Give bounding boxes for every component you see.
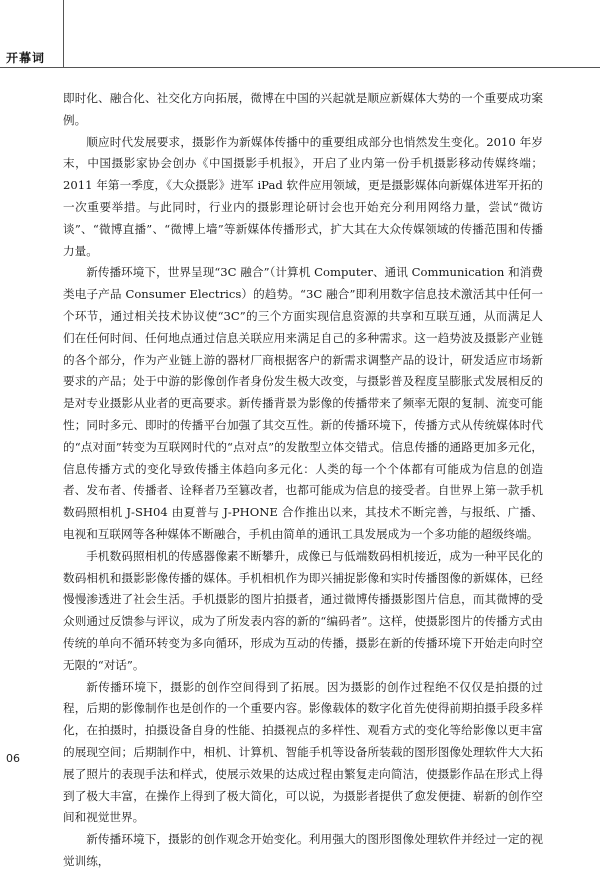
page-number: 06 [6,752,20,765]
paragraph: 手机数码照相机的传感器像素不断攀升，成像已与低端数码相机接近，成为一种平民化的数码相机和摄影影像传播的媒体。手机相机作为即兴捕捉影像和实时传播图像的新媒体，已经慢慢渗透进了社会生活。手机摄影的图片拍摄者，通过微博传播摄影图片信息，而其微博的受众则通过反馈参与评议，成为了所发表内容的新的“编码者”。这样，使摄影图片的传播方式由传统的单向不循环转变为多向循环，形成为互动的传播，摄影在新的传播环境下开始走向时空无限的“对话”。 [63,548,543,672]
section-label: 开幕词 [6,51,46,65]
paragraph: 新传播环境下，摄影的创作空间得到了拓展。因为摄影的创作过程绝不仅仅是拍摄的过程，后期的影像制作也是创作的一个重要内容。影像载体的数字化首先使得前期拍摄手段多样化，在拍摄时，拍摄设备自身的性能、拍摄视点的多样性、观看方式的变化等给影像以更丰富的展现空间；后期制作中，相机、计算机、智能手机等设备所装载的图形图像处理软件大大拓展了照片的表现手法和样式，使展示效果的达成过程由繁复走向简洁，使摄影作品在形式上得到了极大丰富，在操作上得到了极大简化，可以说，为摄影者提供了愈发便捷、崭新的创作空间和视觉世界。 [63,679,543,825]
header-vertical-rule [63,0,64,68]
paragraph-continued: 即时化、融合化、社交化方向拓展，微博在中国的兴起就是顺应新媒体大势的一个重要成功案例。 [63,91,543,127]
paragraph: 顺应时代发展要求，摄影作为新媒体传播中的重要组成部分也悄然发生变化。2010 年岁末，中国摄影家协会创办《中国摄影手机报》，开启了业内第一份手机摄影移动传媒终端；2011 年第一季度，《大众摄影》进军 iPad 软件应用领域，更是摄影媒体向新媒体进军开拓的一次重要举措。与此同时，行业内的摄影理论研讨会也开始充分利用网络力量，尝试“微访谈”、“微博直播”、“微博上墙”等新媒体传播形式，扩大其在大众传媒领域的传播范围和传播力量。 [63,134,543,258]
paragraph: 新传播环境下，世界呈现“3C 融合”（计算机 Computer、通讯 Communication 和消费类电子产品 Consumer Electrics）的趋势。“3C 融合”即利用数字信息技术激活其中任何一个环节，通过相关技术协议使“3C”的三个方面实现信息资源的共享和互联互通，从而满足人们在任何时间、任何地点通过信息关联应用来满足自己的多种需求。这一趋势波及摄影产业链的各个部分，作为产业链上游的器材厂商根据客户的新需求调整产品的设计，研发适应市场新要求的产品；处于中游的影像创作者身份发生极大改变，与摄影普及程度呈膨胀式发展相反的是对专业摄影从业者的更高要求。新传播背景为影像的传播带来了频率无限的复制、流变可能性；同时多元、即时的传播平台加强了其交互性。新的传播环境下，传播方式从传统媒体时代的“点对面”转变为互联网时代的“点对点”的发散型立体交错式。信息传播的通路更加多元化，信息传播方式的变化导致传播主体趋向多元化：人类的每一个个体都有可能成为信息的创造者、发布者、传播者、诠释者乃至篡改者，也都可能成为信息的接受者。自世界上第一款手机数码照相机 J-SH04 由夏普与 J-PHONE 合作推出以来，其技术不断完善，与报纸、广播、电视和互联网等各种媒体不断融合，手机由简单的通讯工具发展成为一个多功能的超级终端。 [63,265,543,541]
header-horizontal-rule [0,67,600,68]
paragraph: 新传播环境下，摄影的创作观念开始变化。利用强大的图形图像处理软件并经过一定的视觉训练， [63,832,543,868]
article-body [63,88,543,873]
